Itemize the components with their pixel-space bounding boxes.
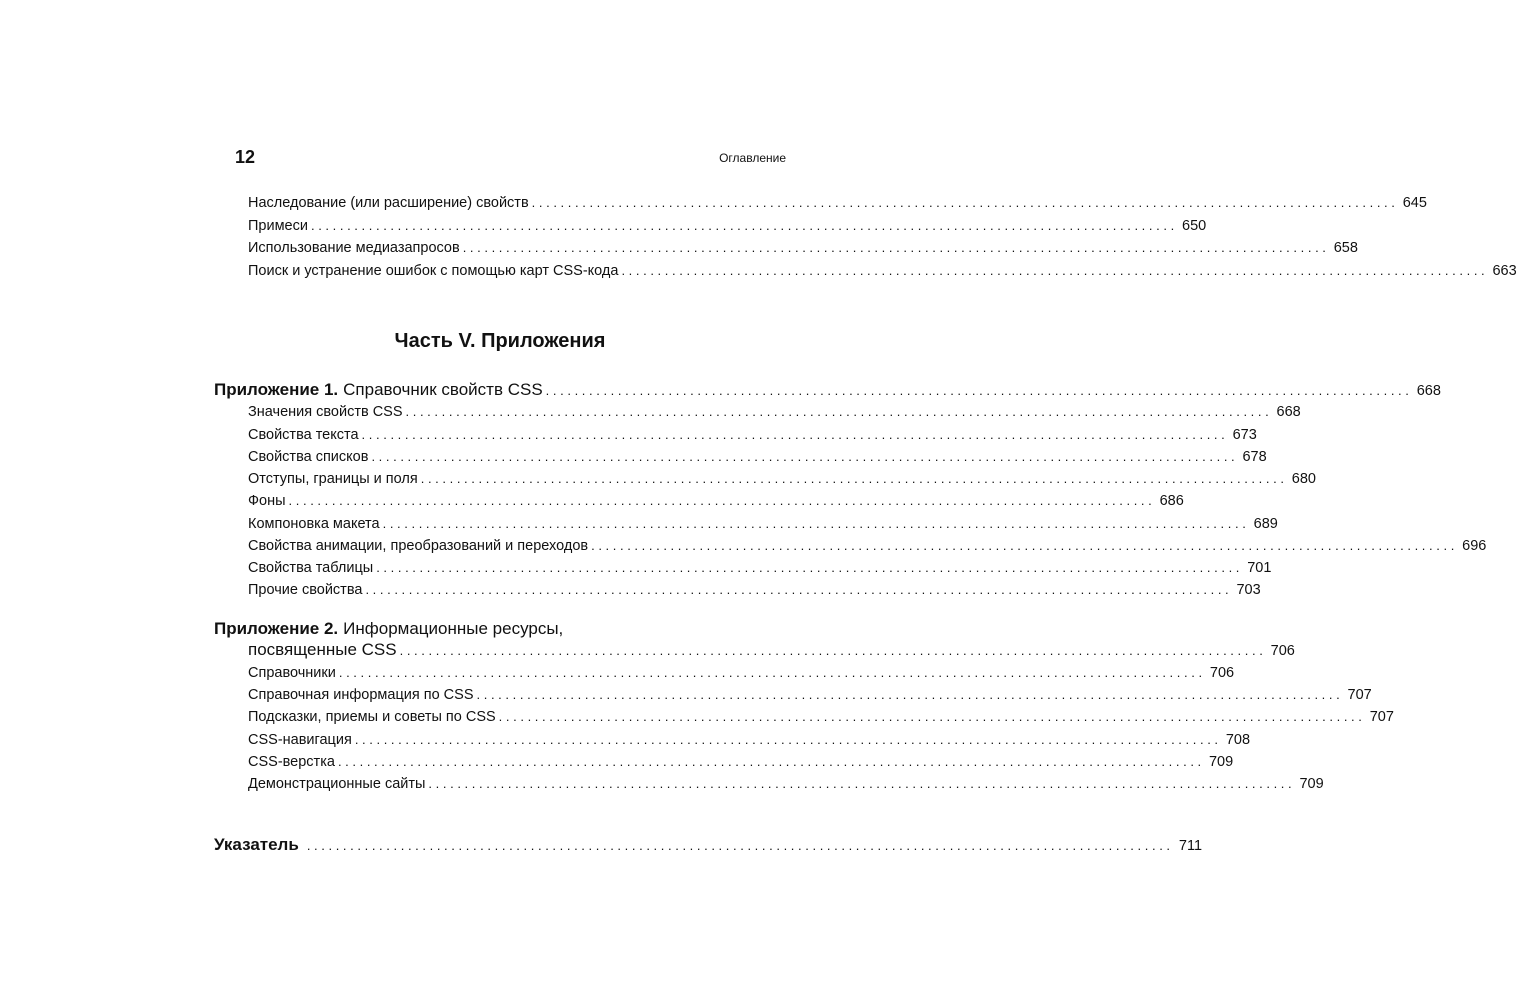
toc-entry-title: CSS-навигация [248,732,352,748]
toc-entry-page: 706 [1209,665,1235,681]
toc-entry [0,775,1324,793]
toc-entry [0,239,1358,257]
appendix-1-label: Приложение 1. [214,380,339,399]
toc-entry [0,515,1278,533]
toc-entry [0,686,1372,704]
toc-leader [428,775,1291,793]
toc-entry-page: 668 [1276,404,1301,420]
toc-entry [0,753,1234,771]
appendix-2-title-line2: посвященные CSS [248,640,397,659]
toc-entry [0,448,1267,466]
toc-entry [0,581,1261,599]
toc-entry-page: 707 [1369,709,1394,725]
toc-entry-title: Прочие свойства [248,582,363,598]
toc-leader [376,559,1239,577]
toc-entry [0,217,1207,235]
toc-entry [0,731,1251,749]
toc-entry-title: Компоновка макета [248,516,380,532]
appendix-2-title-line1: Информационные ресурсы, [343,619,564,638]
toc-entry-page: 680 [1291,471,1316,487]
index-entry [0,834,1203,857]
toc-entry-page: 708 [1225,732,1251,748]
toc-entry-page: 678 [1242,449,1267,465]
appendix-2-page: 706 [1270,643,1295,659]
toc-entry [0,403,1301,421]
toc-entry-page: 673 [1232,427,1257,443]
toc-entry-title: Справочники [248,665,336,681]
toc-leader [621,262,1484,280]
toc-entry-page: 696 [1462,538,1487,554]
toc-entry-page: 686 [1159,493,1184,509]
toc-entry-page: 703 [1236,582,1261,598]
toc-entry [0,426,1257,444]
toc-leader [355,731,1218,749]
toc-leader [307,835,1170,856]
appendix-1-title: Справочник свойств CSS [343,380,543,399]
toc-entry-page: 663 [1492,263,1517,279]
toc-entry [0,537,1487,555]
toc-leader [383,515,1246,533]
toc-entry-page: 645 [1402,195,1427,211]
toc-leader [546,380,1409,401]
toc-entry [0,559,1272,577]
toc-entry-title: Демонстрационные сайты [248,776,426,792]
appendix-2-heading-cont [0,639,1295,662]
toc-entry-title: Поиск и устранение ошибок с помощью карт CSS-кода [248,263,619,279]
toc-entry-title: Использование медиазапросов [248,240,460,256]
running-header: Оглавление [719,151,786,165]
part-title: Часть V. Приложения [394,330,606,352]
toc-leader [532,194,1395,212]
toc-leader [463,239,1326,257]
toc-entry-title: Наследование (или расширение) свойств [248,195,529,211]
toc-entry-page: 658 [1333,240,1358,256]
toc-entry [0,492,1184,510]
appendix-1-page: 668 [1416,383,1441,399]
toc-leader [477,686,1340,704]
appendix-2-heading [214,618,563,639]
index-page: 711 [1178,838,1203,854]
toc-entry-page: 709 [1208,754,1234,770]
toc-entry-title: Фоны [248,493,286,509]
toc-entry-title: Свойства таблицы [248,560,374,576]
toc-entry-title: Свойства списков [248,449,369,465]
page-number: 12 [235,147,256,167]
toc-entry-title: Свойства анимации, преобразований и переходов [248,538,589,554]
toc-entry [0,470,1316,488]
toc-leader [499,708,1362,726]
toc-entry-page: 709 [1299,776,1324,792]
toc-leader [338,753,1201,771]
toc-entry-page: 650 [1182,218,1207,234]
toc-leader [339,664,1202,682]
toc-leader [400,640,1263,661]
toc-entry-page: 707 [1347,687,1372,703]
toc-entry-title: Подсказки, приемы и советы по CSS [248,709,496,725]
toc-entry-page: 689 [1253,516,1278,532]
toc-leader [362,426,1225,444]
toc-leader [365,581,1228,599]
toc-entry-title: CSS-верстка [248,754,335,770]
toc-leader [371,448,1234,466]
toc-entry [0,194,1427,212]
index-title: Указатель [214,835,299,854]
appendix-2-label: Приложение 2. [214,619,339,638]
toc-entry-title: Справочная информация по CSS [248,687,474,703]
toc-entry-title: Примеси [248,218,308,234]
toc-entry-title: Значения свойств CSS [248,404,403,420]
toc-entry [0,262,1517,280]
toc-entry [0,664,1235,682]
toc-leader [311,217,1174,235]
appendix-1-heading [0,379,1441,402]
toc-leader [406,403,1269,421]
toc-entry-title: Свойства текста [248,427,359,443]
toc-leader [289,492,1152,510]
toc-entry [0,708,1394,726]
toc-leader [421,470,1284,488]
toc-entry-page: 701 [1247,560,1272,576]
toc-leader [591,537,1454,555]
toc-entry-title: Отступы, границы и поля [248,471,418,487]
